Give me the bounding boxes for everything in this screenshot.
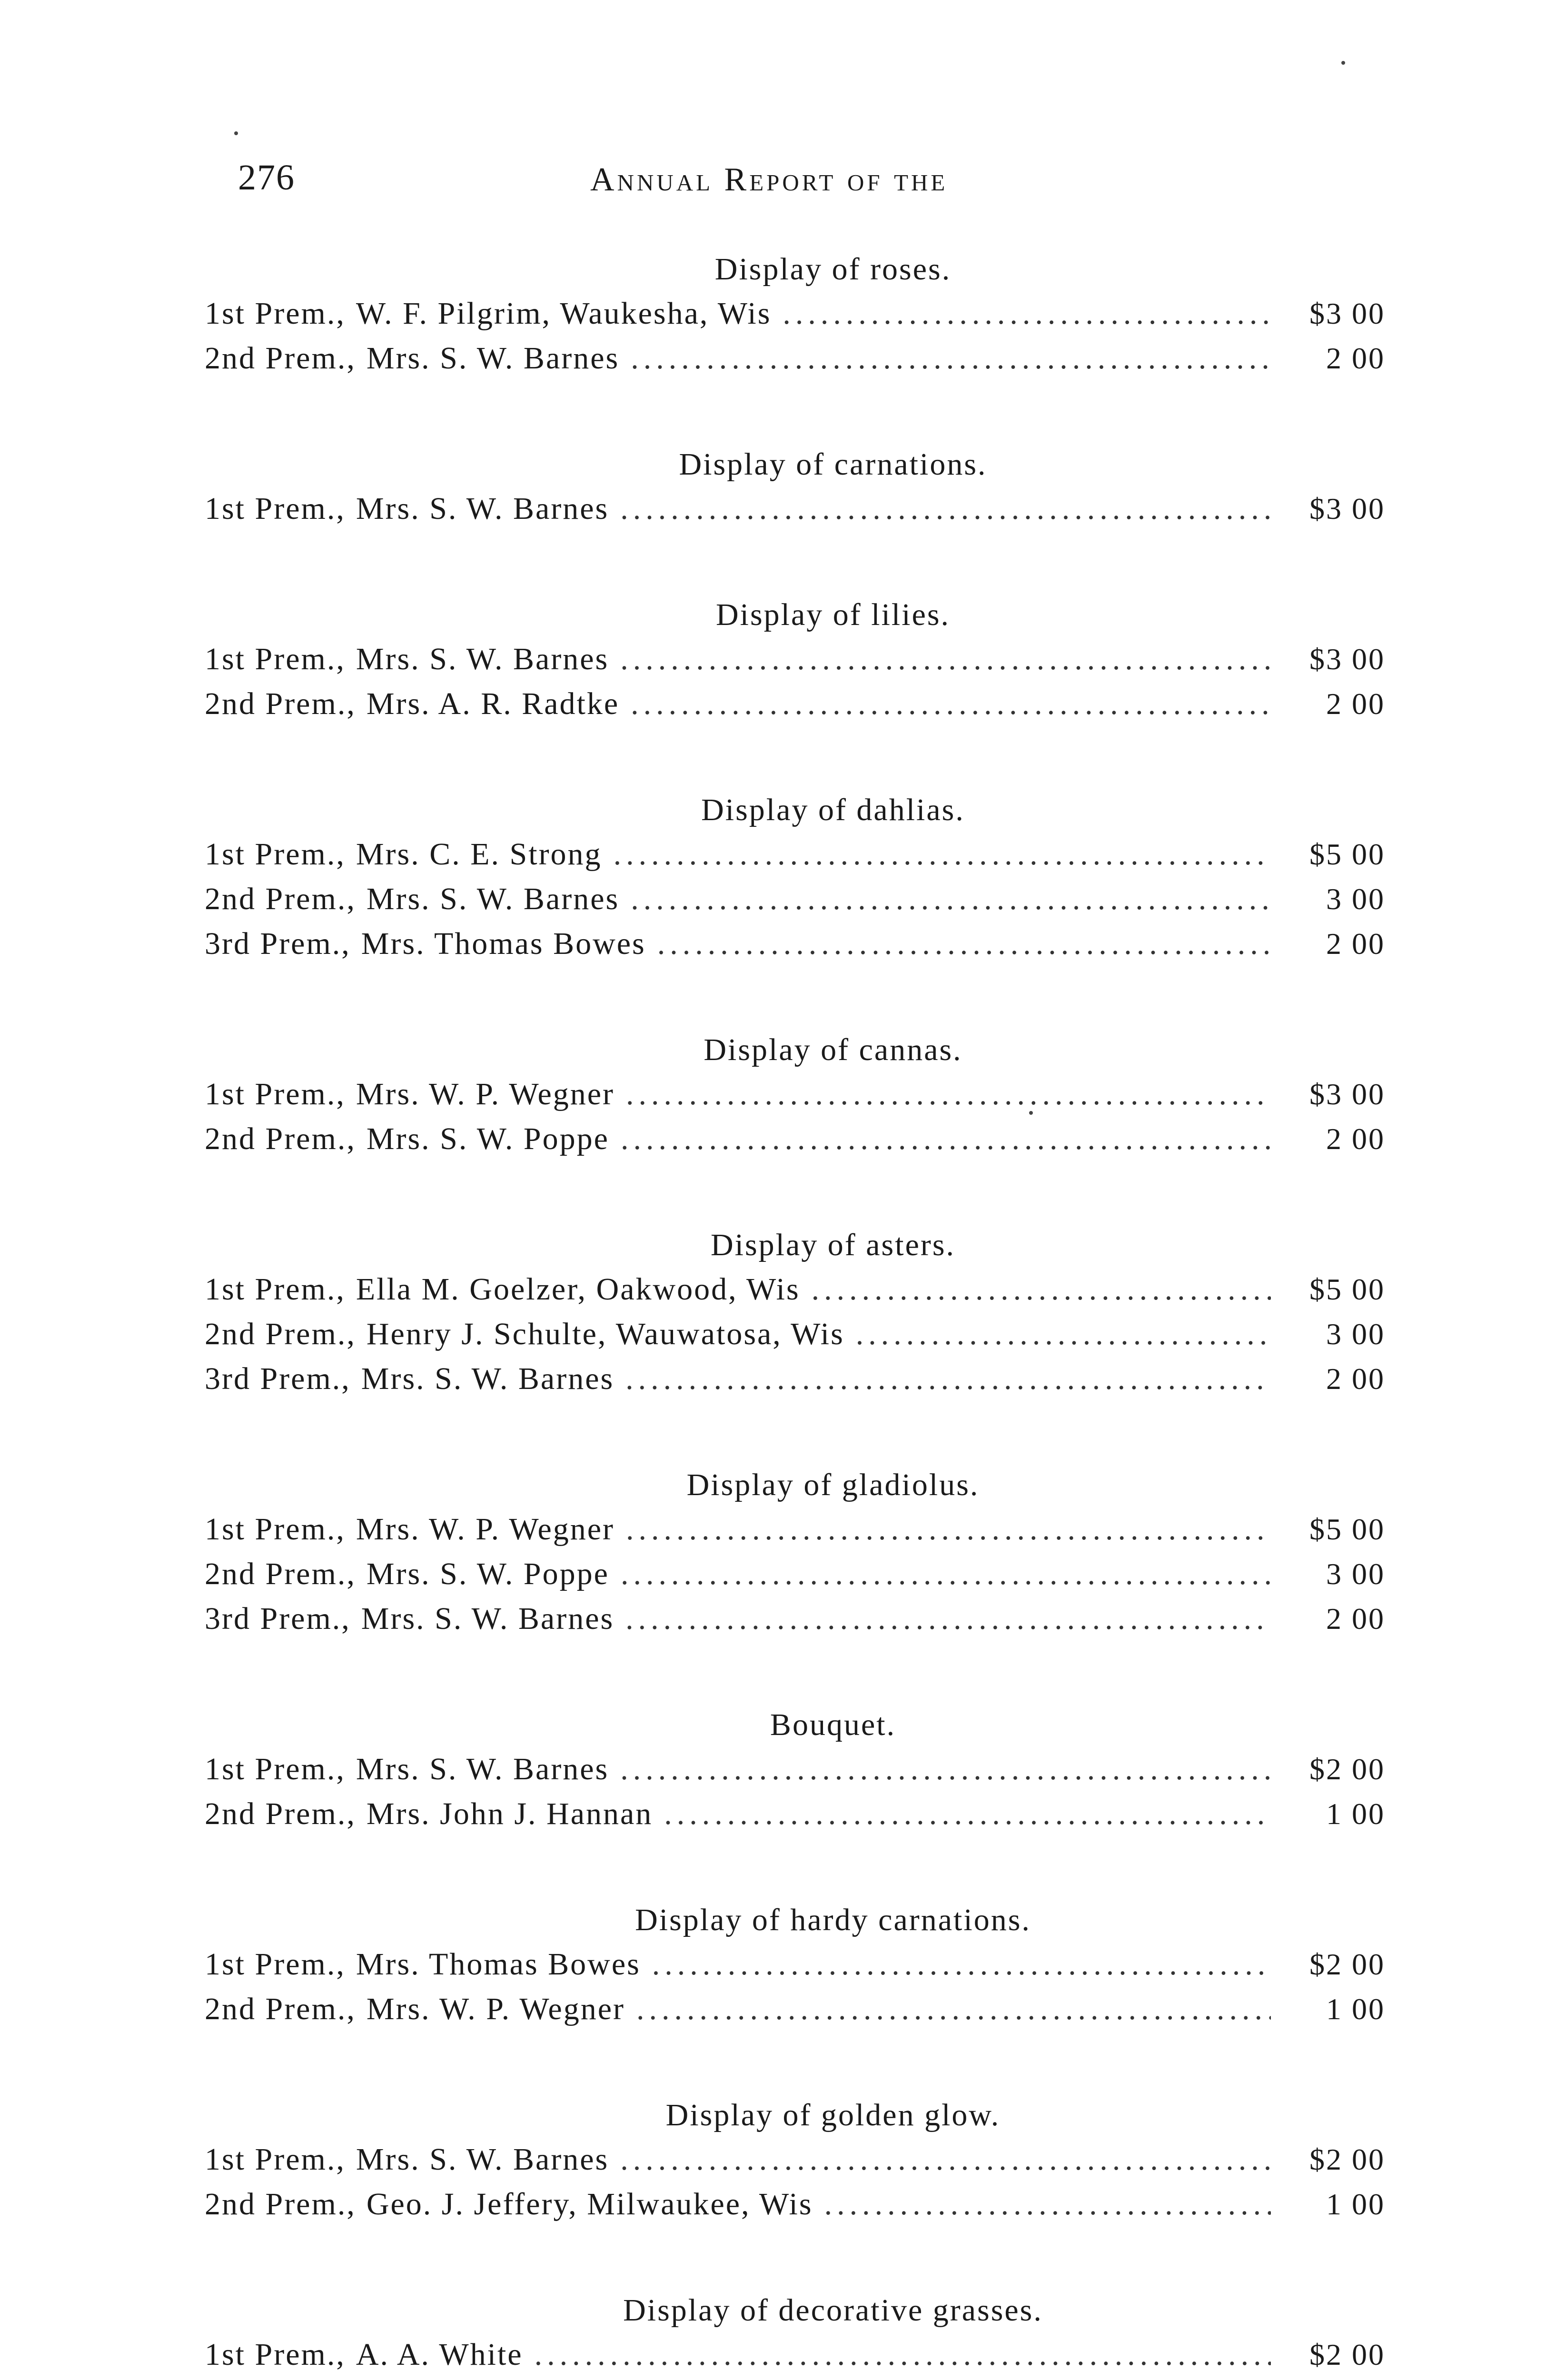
premium-entry — [205, 2182, 1385, 2227]
dot-leader — [631, 682, 1271, 726]
winner-name: Mrs. John J. Hannan — [366, 1796, 653, 1831]
winner-name: Mrs. S. W. Barnes — [366, 882, 620, 916]
premium-entry — [205, 1507, 1385, 1552]
premium-entry — [205, 922, 1385, 966]
premium-section — [205, 1703, 1385, 1836]
prize-amount: $5 00 — [1309, 837, 1385, 871]
premium-list — [205, 248, 1385, 2380]
winner-name: W. F. Pilgrim, Waukesha, Wis — [356, 296, 772, 331]
prize-amount — [1285, 2377, 1385, 2380]
dot-leader — [614, 832, 1271, 877]
dot-leader — [631, 2377, 1271, 2380]
premium-rank: 2nd Prem., — [205, 2187, 356, 2221]
premium-entry — [205, 1987, 1385, 2032]
premium-rank: 1st Prem., — [205, 1272, 346, 1307]
prize-amount: $2 00 — [1309, 1947, 1385, 1981]
dot-leader — [812, 1267, 1271, 1312]
winner-name: Mrs. S. W. Barnes — [361, 1361, 614, 1396]
premium-entry — [205, 1117, 1385, 1161]
premium-rank: 1st Prem., — [205, 1752, 346, 1786]
winner-name: Mrs. S. W. Barnes — [366, 341, 620, 376]
dot-leader — [664, 1792, 1271, 1836]
dot-leader — [631, 336, 1271, 381]
dot-leader — [625, 1357, 1271, 1401]
premium-rank: 3rd Prem., — [205, 1601, 351, 1636]
dot-leader — [626, 1072, 1271, 1117]
prize-amount: 1 00 — [1326, 2187, 1385, 2221]
dot-leader — [621, 1552, 1271, 1597]
premium-section — [205, 2093, 1385, 2227]
prize-amount: 2 00 — [1326, 927, 1385, 961]
dot-leader — [783, 291, 1271, 336]
premium-section — [205, 1028, 1385, 1161]
winner-name: Mrs. Thomas Bowes — [356, 1947, 641, 1982]
dot-leader — [631, 877, 1271, 922]
prize-amount: 3 00 — [1326, 1557, 1385, 1591]
winner-name: Henry J. Schulte, Wauwatosa, Wis — [366, 1317, 844, 1351]
winner-name: Mrs. S. W. Barnes — [356, 642, 609, 676]
premium-rank: 2nd Prem., — [205, 1557, 356, 1591]
prize-amount: $2 00 — [1309, 2338, 1385, 2371]
running-head: Annual Report of the — [590, 161, 948, 198]
dot-leader — [652, 1942, 1271, 1987]
premium-entry — [205, 1747, 1385, 1792]
prize-amount: $3 00 — [1309, 1077, 1385, 1111]
prize-amount: 3 00 — [1326, 1317, 1385, 1351]
premium-entry — [205, 1357, 1385, 1401]
premium-entry — [205, 1552, 1385, 1597]
prize-amount: $5 00 — [1309, 1272, 1385, 1306]
winner-name: Mrs. W. P. Wegner — [356, 1077, 615, 1111]
premium-entry — [205, 2377, 1385, 2380]
premium-entry — [205, 336, 1385, 381]
section-title: Bouquet. — [770, 1707, 896, 1742]
winner-name: Mrs. S. W. Barnes — [356, 2142, 609, 2177]
winner-name: Mrs. W. P. Wegner — [366, 1992, 625, 2026]
premium-rank — [205, 2377, 356, 2380]
premium-rank: 1st Prem., — [205, 1947, 346, 1982]
winner-name: A. A. White — [356, 2337, 523, 2372]
premium-entry — [205, 291, 1385, 336]
dot-leader — [535, 2332, 1271, 2377]
section-title: Display of dahlias. — [701, 793, 965, 827]
prize-amount: $3 00 — [1309, 492, 1385, 526]
prize-amount: 3 00 — [1326, 882, 1385, 916]
dot-leader — [620, 486, 1271, 531]
winner-name: Mrs. S. W. Barnes — [356, 491, 609, 526]
premium-rank: 2nd Prem., — [205, 1796, 356, 1831]
prize-amount: $2 00 — [1309, 1752, 1385, 1786]
winner-name: Ella M. Goelzer, Oakwood, Wis — [356, 1272, 800, 1307]
premium-entry — [205, 832, 1385, 877]
premium-rank: 1st Prem., — [205, 2142, 346, 2177]
prize-amount: $2 00 — [1309, 2142, 1385, 2176]
section-title: Display of roses. — [714, 252, 951, 287]
section-title: Display of carnations. — [679, 447, 987, 482]
section-title: Display of asters. — [710, 1228, 956, 1262]
winner-name: Mrs. A. R. Radtke — [366, 686, 620, 721]
dot-leader — [625, 1597, 1271, 1641]
winner-name: Mrs. C. E. Strong — [356, 837, 602, 872]
premium-entry — [205, 2332, 1385, 2377]
premium-entry — [205, 1312, 1385, 1357]
prize-amount: 2 00 — [1326, 1362, 1385, 1396]
premium-entry — [205, 1597, 1385, 1641]
premium-rank: 1st Prem., — [205, 837, 346, 872]
prize-amount: 2 00 — [1326, 341, 1385, 375]
premium-rank: 2nd Prem., — [205, 882, 356, 916]
premium-section — [205, 788, 1385, 966]
winner-name: Geo. J. Jeffery, Milwaukee, Wis — [366, 2187, 813, 2221]
premium-rank: 1st Prem., — [205, 296, 346, 331]
premium-rank: 2nd Prem., — [205, 1992, 356, 2026]
winner-name: Mrs. S. W. Barnes — [356, 1752, 609, 1786]
premium-section — [205, 248, 1385, 381]
dot-leader — [620, 637, 1271, 682]
winner-name: Mrs. S. W. Poppe — [366, 1557, 609, 1591]
winner-name: Mrs. Thomas Bowes — [361, 926, 646, 961]
premium-section — [205, 2289, 1385, 2380]
prize-amount: 1 00 — [1326, 1797, 1385, 1831]
premium-section — [205, 443, 1385, 531]
premium-rank: 1st Prem., — [205, 1077, 346, 1111]
premium-rank: 3rd Prem., — [205, 1361, 351, 1396]
prize-amount: 2 00 — [1326, 1602, 1385, 1636]
premium-entry — [205, 682, 1385, 726]
premium-rank: 1st Prem., — [205, 1512, 346, 1547]
section-title: Display of gladiolus. — [686, 1468, 980, 1502]
premium-section — [205, 593, 1385, 726]
premium-entry — [205, 486, 1385, 531]
prize-amount: $5 00 — [1309, 1512, 1385, 1546]
premium-rank: 2nd Prem., — [205, 686, 356, 721]
section-title: Display of lilies. — [715, 597, 951, 632]
winner-name: Mrs. W. P. Wegner — [356, 1512, 615, 1547]
dot-leader — [620, 1747, 1271, 1792]
premium-entry — [205, 877, 1385, 922]
prize-amount: 1 00 — [1326, 1992, 1385, 2026]
dot-leader — [657, 922, 1271, 966]
premium-rank: 2nd Prem., — [205, 341, 356, 376]
premium-section — [205, 1898, 1385, 2032]
premium-entry — [205, 1792, 1385, 1836]
winner-name: Mrs. S. W. Barnes — [361, 1601, 614, 1636]
premium-entry — [205, 2137, 1385, 2182]
dot-leader — [636, 1987, 1271, 2032]
dot-leader — [824, 2182, 1271, 2227]
section-title: Display of decorative grasses. — [623, 2293, 1043, 2328]
dot-leader — [621, 1117, 1271, 1161]
premium-section — [205, 1463, 1385, 1641]
prize-amount: 2 00 — [1326, 1122, 1385, 1156]
scan-speck — [234, 131, 238, 135]
prize-amount: $3 00 — [1309, 297, 1385, 330]
premium-rank: 2nd Prem., — [205, 1317, 356, 1351]
dot-leader — [620, 2137, 1271, 2182]
prize-amount: $3 00 — [1309, 642, 1385, 676]
scan-speck — [1029, 1111, 1033, 1115]
premium-section — [205, 1223, 1385, 1401]
dot-leader — [856, 1312, 1271, 1357]
premium-rank: 2nd Prem., — [205, 1121, 356, 1156]
section-title: Display of cannas. — [704, 1032, 962, 1067]
premium-rank: 3rd Prem., — [205, 926, 351, 961]
premium-rank: 1st Prem., — [205, 2337, 346, 2372]
scan-speck — [1341, 61, 1345, 65]
premium-entry — [205, 1942, 1385, 1987]
page-header — [238, 157, 1523, 214]
section-title: Display of golden glow. — [665, 2098, 1001, 2132]
prize-amount: 2 00 — [1326, 687, 1385, 721]
premium-rank: 1st Prem., — [205, 491, 346, 526]
premium-rank: 1st Prem., — [205, 642, 346, 676]
premium-entry — [205, 1267, 1385, 1312]
winner-name: Mrs. S. W. Poppe — [366, 1121, 609, 1156]
premium-entry — [205, 1072, 1385, 1117]
section-title: Display of hardy carnations. — [635, 1903, 1031, 1937]
premium-entry — [205, 637, 1385, 682]
page-number: 276 — [238, 158, 295, 198]
dot-leader — [626, 1507, 1271, 1552]
winner-name — [367, 2377, 619, 2380]
